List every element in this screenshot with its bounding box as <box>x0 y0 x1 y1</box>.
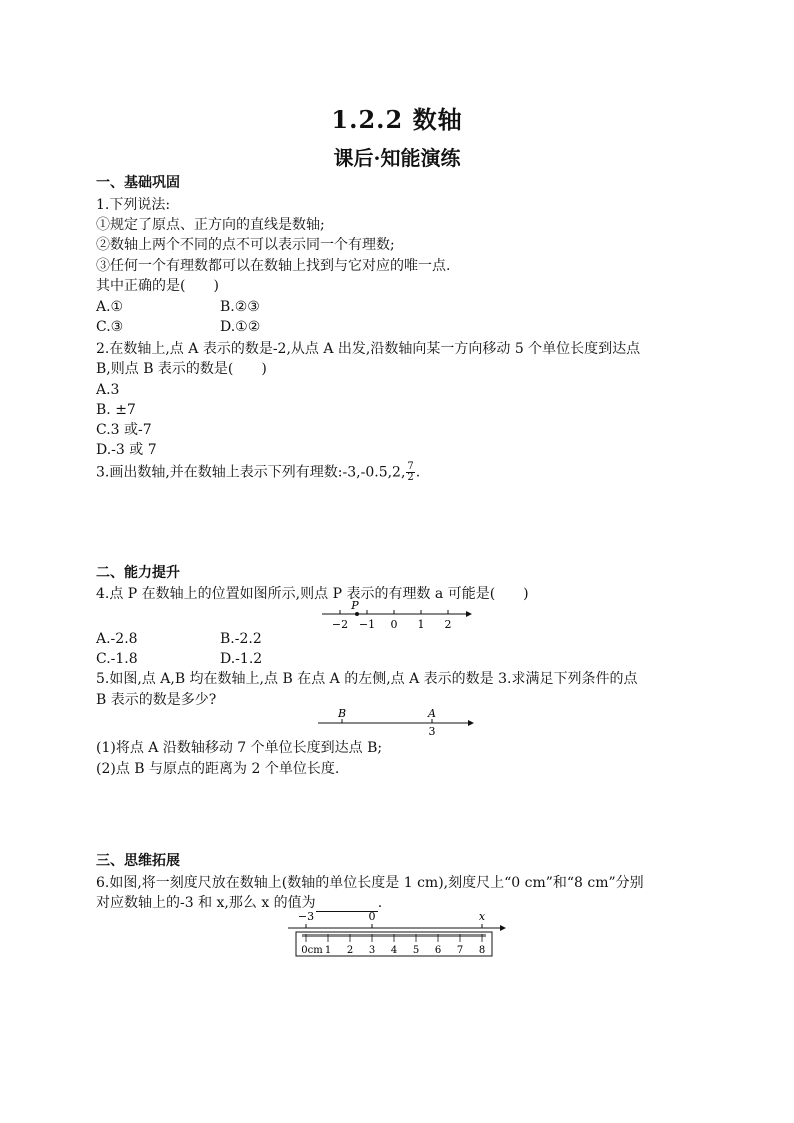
section-extension-heading: 三、思维拓展 <box>96 853 180 869</box>
q5-sub-2: (2)点 B 与原点的距离为 2 个单位长度. <box>96 761 340 777</box>
q3-fraction-denominator: 2 <box>407 472 414 483</box>
q1-option-d: D.①② <box>220 319 261 335</box>
q6-ruler-label: 5 <box>412 945 420 956</box>
q1-stem: 1.下列说法: <box>96 197 171 213</box>
q2-stem-line2: B,则点 B 表示的数是( ) <box>96 361 267 377</box>
page-subtitle: 课后·知能演练 <box>333 146 461 170</box>
q3-text: 3.画出数轴,并在数轴上表示下列有理数:-3,-0.5,2, <box>96 464 406 481</box>
q4-axis-arrow <box>466 611 472 617</box>
q6-ruler-label: 7 <box>456 945 464 956</box>
q4-option-a: A.-2.8 <box>96 631 138 647</box>
q4-stem: 4.点 P 在数轴上的位置如图所示,则点 P 表示的有理数 a 可能是( ) <box>96 586 529 602</box>
q2-option-b: B. ±7 <box>96 402 136 418</box>
q3-fraction <box>406 462 414 483</box>
q4-tick-label: 0 <box>390 618 398 631</box>
q4-point-label: P <box>351 600 359 612</box>
q6-axis-label: −3 <box>297 910 315 923</box>
page-title: 1.2.2 数轴 <box>331 105 463 134</box>
q1-ask: 其中正确的是( ) <box>96 278 219 294</box>
q2-option-a: A.3 <box>96 382 120 398</box>
q6-axis-label: x <box>478 910 486 923</box>
section-ability-heading: 二、能力提升 <box>96 565 180 581</box>
q6-ruler-label: 2 <box>346 945 354 956</box>
q5-axis-arrow <box>468 720 474 726</box>
q5-point-a-value: 3 <box>428 725 436 738</box>
section-basic-heading: 一、基础巩固 <box>96 175 180 191</box>
q5-stem-line1: 5.如图,点 A,B 均在数轴上,点 B 在点 A 的左侧,点 A 表示的数是 3.求满足下列条件的点 <box>96 671 638 687</box>
q4-tick-label: −1 <box>358 618 376 631</box>
q1-option-a: A.① <box>96 299 124 315</box>
q5-stem-line2: B 表示的数是多少? <box>96 692 217 708</box>
q6-ruler-label: 3 <box>368 945 376 956</box>
q2-stem-line1: 2.在数轴上,点 A 表示的数是-2,从点 A 出发,沿数轴向某一方向移动 5 个单位长度到达点 <box>96 341 641 357</box>
q3-end: . <box>415 464 421 481</box>
q6-stem-text: 对应数轴上的-3 和 x,那么 x 的值为 <box>96 895 316 911</box>
q4-tick-label: −2 <box>331 618 349 631</box>
q5-point-a-label: A <box>428 707 436 720</box>
q6-stem-end: . <box>377 895 383 911</box>
q5-number-line <box>314 706 480 738</box>
q6-ruler-figure <box>284 910 510 962</box>
q2-option-d: D.-3 或 7 <box>96 442 157 458</box>
q4-option-d: D.-1.2 <box>220 651 263 667</box>
q6-stem-line1: 6.如图,将一刻度尺放在数轴上(数轴的单位长度是 1 cm),刻度尺上“0 cm”和“8 cm”分别 <box>96 875 644 891</box>
q1-statement-3: ③任何一个有理数都可以在数轴上找到与它对应的唯一点. <box>96 258 451 274</box>
q4-point-p <box>355 612 359 616</box>
q4-option-c: C.-1.8 <box>96 651 138 667</box>
q2-option-c: C.3 或-7 <box>96 422 152 438</box>
q5-sub-1: (1)将点 A 沿数轴移动 7 个单位长度到达点 B; <box>96 740 383 756</box>
q4-number-line <box>318 600 474 636</box>
q4-tick-label: 1 <box>417 618 425 631</box>
q1-option-b: B.②③ <box>220 299 260 315</box>
q1-statement-2: ②数轴上两个不同的点不可以表示同一个有理数; <box>96 237 395 253</box>
q4-option-b: B.-2.2 <box>220 631 262 647</box>
q6-ruler-label: 4 <box>390 945 398 956</box>
q1-option-c: C.③ <box>96 319 124 335</box>
q6-ruler-label: 8 <box>478 945 486 956</box>
q6-ruler-label: 6 <box>434 945 442 956</box>
q5-point-b-label: B <box>337 707 347 720</box>
q6-ruler-label: 1 <box>324 945 332 956</box>
q6-axis-label: 0 <box>368 910 376 923</box>
q4-tick-label: 2 <box>444 618 452 631</box>
q6-ruler-label: 0cm <box>301 945 323 956</box>
q3-fraction-numerator: 7 <box>407 461 414 472</box>
q6-axis-arrow <box>500 925 506 931</box>
q3-stem <box>96 462 420 483</box>
q1-statement-1: ①规定了原点、正方向的直线是数轴; <box>96 217 325 233</box>
